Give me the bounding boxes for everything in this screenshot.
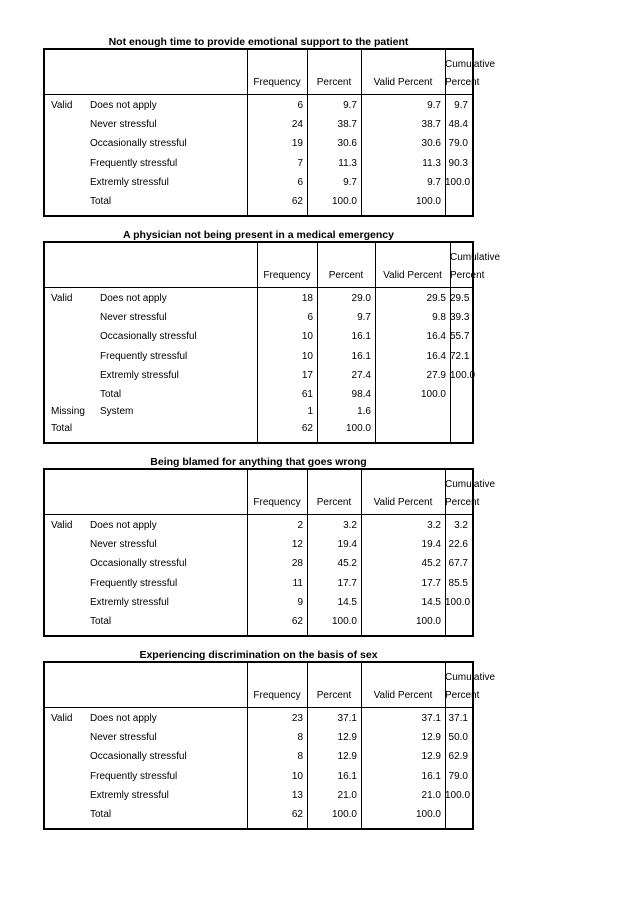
row-label: Frequently stressful <box>90 577 178 589</box>
column-divider <box>307 470 308 635</box>
cell-cumulative-percent: 85.5 <box>448 577 468 589</box>
header-percent: Percent <box>316 77 352 88</box>
cell-percent: 29.0 <box>351 293 371 304</box>
missing-percent: 1.6 <box>357 406 371 418</box>
cell-valid-percent: 9.7 <box>427 176 441 188</box>
cell-valid-percent: 19.4 <box>421 539 441 551</box>
cell-percent: 37.1 <box>337 713 357 724</box>
cell-frequency: 28 <box>291 558 303 570</box>
cell-valid-percent: 45.2 <box>421 558 441 570</box>
cell-valid-percent: 17.7 <box>421 577 441 589</box>
cell-valid-percent: 14.5 <box>421 596 441 608</box>
row-label: Occasionally stressful <box>90 751 187 763</box>
cell-valid-percent: 16.4 <box>426 331 446 343</box>
grand-total-percent: 100.0 <box>345 423 371 435</box>
header-cumulative-percent: Percent <box>450 270 485 281</box>
cell-valid-percent: 11.3 <box>422 157 441 169</box>
cell-valid-percent: 38.7 <box>421 119 441 131</box>
header-frequency: Frequency <box>253 690 301 701</box>
cell-frequency: 23 <box>291 713 303 724</box>
cell-percent: 21.0 <box>337 789 357 801</box>
cell-valid-percent: 100.0 <box>415 616 441 627</box>
cell-percent: 9.7 <box>343 100 357 111</box>
cell-valid-percent: 9.7 <box>427 100 441 111</box>
row-label: Total <box>90 809 112 820</box>
cell-cumulative-percent: 48.4 <box>448 119 468 131</box>
row-label: Never stressful <box>90 732 157 744</box>
header-percent: Percent <box>328 270 364 281</box>
table-title: A physician not being present in a medical emergency <box>123 229 394 241</box>
cell-valid-percent: 30.6 <box>421 138 441 150</box>
cell-percent: 100.0 <box>331 196 357 207</box>
header-cumulative-percent: Percent <box>445 690 480 701</box>
cell-percent: 3.2 <box>343 520 357 531</box>
cell-percent: 12.9 <box>337 751 357 763</box>
cell-frequency: 17 <box>301 369 313 381</box>
grand-total-frequency: 62 <box>301 423 313 435</box>
group-label-valid: Valid <box>51 713 73 724</box>
cell-frequency: 9 <box>297 596 303 608</box>
cell-frequency: 6 <box>307 312 313 324</box>
header-cumulative: Cumulative <box>445 672 496 683</box>
cell-cumulative-percent: 79.0 <box>448 138 468 150</box>
cell-frequency: 19 <box>291 138 303 150</box>
header-percent: Percent <box>316 497 352 508</box>
cell-valid-percent: 100.0 <box>415 196 441 207</box>
cell-valid-percent: 3.2 <box>427 520 441 531</box>
cell-frequency: 8 <box>297 732 303 744</box>
cell-frequency: 8 <box>297 751 303 763</box>
row-label: Never stressful <box>90 119 157 131</box>
cell-percent: 19.4 <box>337 539 357 551</box>
missing-item: System <box>100 406 134 418</box>
header-cumulative: Cumulative <box>450 252 501 263</box>
row-label: Extremly stressful <box>100 369 179 381</box>
cell-valid-percent: 9.8 <box>432 312 446 324</box>
table-title: Being blamed for anything that goes wrong <box>150 456 367 468</box>
header-cumulative-percent: Percent <box>445 497 480 508</box>
cell-percent: 9.7 <box>343 176 357 188</box>
header-valid-percent: Valid Percent <box>373 690 433 701</box>
cell-frequency: 7 <box>297 157 303 169</box>
cell-valid-percent: 21.0 <box>421 789 441 801</box>
cell-cumulative-percent: 37.1 <box>448 713 468 724</box>
cell-percent: 11.3 <box>338 157 357 169</box>
cell-cumulative-percent: 39.3 <box>450 312 470 324</box>
cell-cumulative-percent: 3.2 <box>454 520 468 531</box>
cell-frequency: 10 <box>301 331 313 343</box>
cell-valid-percent: 27.9 <box>426 369 446 381</box>
cell-cumulative-percent: 9.7 <box>454 100 468 111</box>
column-divider <box>247 50 248 215</box>
frequency-table <box>43 661 496 830</box>
group-label-valid: Valid <box>51 293 73 304</box>
cell-valid-percent: 29.5 <box>426 293 446 304</box>
row-label: Occasionally stressful <box>90 558 187 570</box>
cell-valid-percent: 16.4 <box>426 350 446 362</box>
cell-frequency: 6 <box>297 176 303 188</box>
cell-frequency: 13 <box>291 789 303 801</box>
header-frequency: Frequency <box>253 497 301 508</box>
missing-frequency: 1 <box>307 406 313 418</box>
cell-cumulative-percent: 100.0 <box>445 596 471 608</box>
table-title: Not enough time to provide emotional support to the patient <box>108 36 409 48</box>
row-label: Never stressful <box>100 312 167 324</box>
row-label: Frequently stressful <box>90 157 178 169</box>
cell-frequency: 12 <box>291 539 303 551</box>
cell-cumulative-percent: 50.0 <box>448 732 468 744</box>
cell-percent: 100.0 <box>331 616 357 627</box>
cell-valid-percent: 12.9 <box>421 751 441 763</box>
row-label: Occasionally stressful <box>90 138 187 150</box>
header-cumulative: Cumulative <box>445 59 496 70</box>
cell-percent: 12.9 <box>337 732 357 744</box>
row-label: Total <box>100 389 122 400</box>
cell-valid-percent: 12.9 <box>421 732 441 744</box>
cell-cumulative-percent: 67.7 <box>448 558 468 570</box>
row-label: Total <box>90 616 112 627</box>
row-label: Total <box>90 196 112 207</box>
header-cumulative-percent: Percent <box>445 77 480 88</box>
header-divider <box>45 94 472 95</box>
header-divider <box>45 287 472 288</box>
cell-cumulative-percent: 29.5 <box>450 293 470 304</box>
cell-cumulative-percent: 22.6 <box>448 539 468 551</box>
cell-percent: 16.1 <box>351 331 371 343</box>
cell-cumulative-percent: 100.0 <box>450 369 476 381</box>
group-label-valid: Valid <box>51 100 73 111</box>
header-divider <box>45 514 472 515</box>
header-valid-percent: Valid Percent <box>383 270 442 281</box>
cell-percent: 17.7 <box>337 577 357 589</box>
frequency-table <box>43 48 496 217</box>
grand-total-label: Total <box>51 423 73 435</box>
cell-frequency: 10 <box>301 350 313 362</box>
header-valid-percent: Valid Percent <box>373 77 433 88</box>
header-cumulative: Cumulative <box>445 479 496 490</box>
cell-frequency: 24 <box>291 119 303 131</box>
missing-label: Missing <box>51 406 85 418</box>
cell-percent: 16.1 <box>337 770 357 782</box>
cell-percent: 98.4 <box>351 389 371 400</box>
cell-frequency: 11 <box>292 577 303 589</box>
column-divider <box>307 663 308 828</box>
cell-percent: 9.7 <box>357 312 371 324</box>
header-divider <box>45 707 472 708</box>
cell-frequency: 62 <box>291 616 303 627</box>
cell-frequency: 62 <box>291 809 303 820</box>
column-divider <box>445 470 446 635</box>
cell-percent: 16.1 <box>351 350 371 362</box>
cell-cumulative-percent: 100.0 <box>445 789 471 801</box>
cell-percent: 14.5 <box>337 596 357 608</box>
group-label-valid: Valid <box>51 520 73 531</box>
header-valid-percent: Valid Percent <box>373 497 433 508</box>
cell-cumulative-percent: 79.0 <box>448 770 468 782</box>
cell-frequency: 6 <box>297 100 303 111</box>
column-divider <box>361 50 362 215</box>
row-label: Extremly stressful <box>90 176 169 188</box>
row-label: Does not apply <box>90 100 157 111</box>
cell-cumulative-percent: 55.7 <box>450 331 470 343</box>
row-label: Frequently stressful <box>90 770 178 782</box>
cell-valid-percent: 16.1 <box>421 770 441 782</box>
frequency-table <box>43 468 496 637</box>
cell-frequency: 18 <box>301 293 313 304</box>
column-divider <box>445 50 446 215</box>
header-frequency: Frequency <box>263 270 311 281</box>
row-label: Frequently stressful <box>100 350 188 362</box>
cell-percent: 27.4 <box>351 369 371 381</box>
cell-cumulative-percent: 72.1 <box>450 350 470 362</box>
cell-valid-percent: 100.0 <box>415 809 441 820</box>
cell-percent: 45.2 <box>337 558 357 570</box>
cell-valid-percent: 37.1 <box>421 713 441 724</box>
cell-cumulative-percent: 62.9 <box>448 751 468 763</box>
column-divider <box>361 663 362 828</box>
column-divider <box>247 663 248 828</box>
row-label: Does not apply <box>90 520 157 531</box>
frequency-table <box>43 241 501 444</box>
cell-frequency: 62 <box>291 196 303 207</box>
cell-percent: 30.6 <box>337 138 357 150</box>
cell-frequency: 2 <box>297 520 303 531</box>
row-label: Extremly stressful <box>90 789 169 801</box>
cell-percent: 38.7 <box>337 119 357 131</box>
cell-frequency: 10 <box>291 770 303 782</box>
cell-percent: 100.0 <box>331 809 357 820</box>
column-divider <box>361 470 362 635</box>
row-label: Occasionally stressful <box>100 331 197 343</box>
column-divider <box>307 50 308 215</box>
row-label: Never stressful <box>90 539 157 551</box>
cell-cumulative-percent: 90.3 <box>448 157 468 169</box>
row-label: Does not apply <box>100 293 167 304</box>
table-title: Experiencing discrimination on the basis of sex <box>139 649 378 661</box>
column-divider <box>247 470 248 635</box>
cell-frequency: 61 <box>301 389 313 400</box>
header-frequency: Frequency <box>253 77 301 88</box>
header-percent: Percent <box>316 690 352 701</box>
row-label: Extremly stressful <box>90 596 169 608</box>
row-label: Does not apply <box>90 713 157 724</box>
cell-cumulative-percent: 100.0 <box>445 176 471 188</box>
column-divider <box>445 663 446 828</box>
cell-valid-percent: 100.0 <box>420 389 446 400</box>
